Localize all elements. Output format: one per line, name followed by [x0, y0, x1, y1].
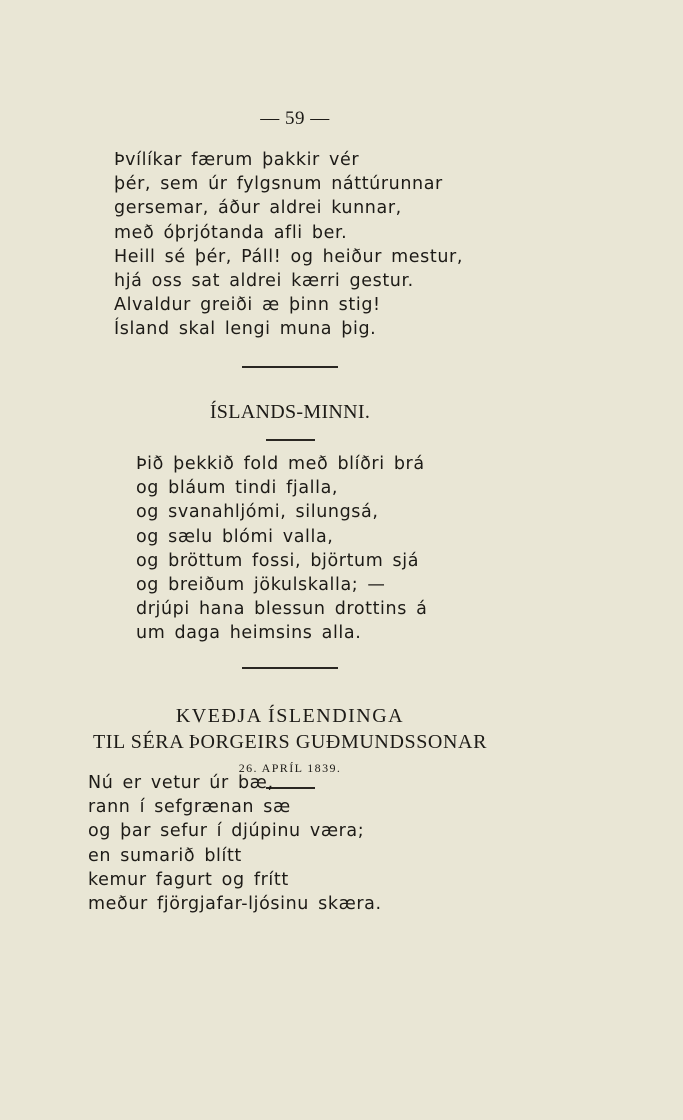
- verse-line: rann í sefgrænan sæ: [88, 797, 291, 818]
- verse-line: um daga heimsins alla.: [136, 623, 362, 644]
- title-underline: [266, 439, 315, 441]
- verse-line: og svanahljómi, silungsá,: [136, 502, 379, 523]
- verse-line: með óþrjótanda afli ber.: [114, 222, 348, 243]
- poem-date: 26. APRÍL 1839.: [238, 761, 342, 775]
- verse-line: Ísland skal lengi muna þig.: [114, 319, 377, 340]
- verse-line: kemur fagurt og frítt: [88, 869, 289, 890]
- poem-title: ÍSLANDS-MINNI.: [209, 401, 371, 423]
- section-divider: [242, 366, 338, 368]
- page-number: — 59 —: [260, 108, 330, 129]
- verse-line: Þið þekkið fold með blíðri brá: [136, 454, 425, 474]
- verse-line: en sumarið blítt: [88, 845, 242, 866]
- poem-title: KVEÐJA ÍSLENDINGA: [175, 705, 405, 727]
- poem-subtitle: TIL SÉRA ÞORGEIRS GUÐMUNDSSONAR: [92, 731, 488, 753]
- poem-stanza: [88, 771, 382, 916]
- verse-line: gersemar, áður aldrei kunnar,: [114, 198, 402, 219]
- verse-line: meður fjörgjafar-ljósinu skæra.: [88, 894, 382, 915]
- verse-line: hjá oss sat aldrei kærri gestur.: [114, 271, 414, 292]
- verse-line: og sælu blómi valla,: [136, 526, 334, 547]
- section-divider: [242, 667, 338, 669]
- verse-line: þér, sem úr fylgsnum náttúrunnar: [114, 174, 443, 195]
- verse-line: Nú er vetur úr bæ,: [88, 773, 274, 793]
- verse-line: og bröttum fossi, björtum sjá: [136, 550, 420, 571]
- verse-line: Alvaldur greiði æ þinn stig!: [114, 295, 381, 316]
- verse-line: og breiðum jökulskalla; —: [136, 575, 386, 596]
- poem-stanza: [136, 452, 427, 646]
- verse-line: Heill sé þér, Páll! og heiður mestur,: [114, 246, 464, 267]
- poem-stanza: [114, 148, 463, 342]
- verse-line: drjúpi hana blessun drottins á: [136, 599, 428, 620]
- verse-line: Þvílíkar færum þakkir vér: [114, 150, 360, 170]
- verse-line: og þar sefur í djúpinu væra;: [88, 821, 365, 842]
- verse-line: og bláum tindi fjalla,: [136, 478, 339, 499]
